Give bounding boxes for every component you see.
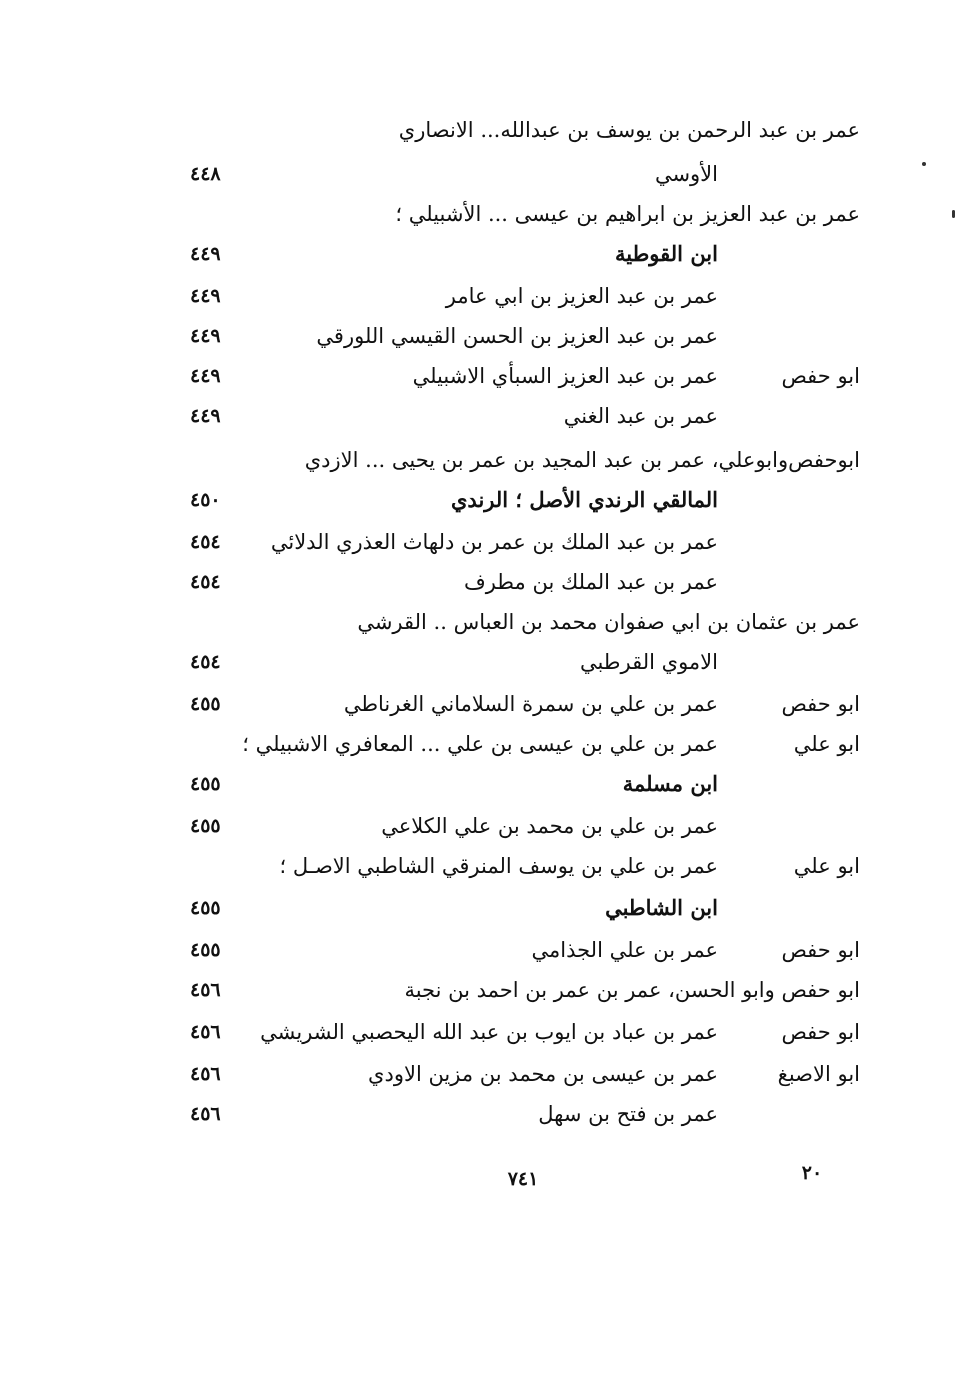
index-entry [0, 724, 958, 764]
entry-name: ابو حفص وابو الحسن، عمر بن عمر بن احمد بن نجبة [404, 978, 860, 1002]
entry-name: ابن مسلمة [622, 771, 718, 796]
entry-name: ابوحفص‌وابوعلي، عمر بن عبد المجيد بن عمر بن يحيى ... الازدي [304, 448, 860, 472]
entry-page: ٤٥٥ [190, 815, 221, 837]
entry-kunya: ابو الاصبغ [777, 1062, 860, 1086]
index-entry [0, 846, 958, 886]
index-entry [0, 522, 958, 562]
entry-page: ٤٤٩ [190, 285, 221, 307]
entry-name: الأوسي [654, 162, 718, 186]
entry-name: عمر بن عباد بن ايوب بن عبد الله اليحصبي الشريشي [260, 1020, 718, 1044]
index-entry [0, 806, 958, 846]
entry-page: ٤٥٦ [190, 979, 221, 1001]
entry-name: عمر بن عبد الرحمن بن يوسف بن عبدالله... الانصاري [398, 118, 860, 142]
entry-page: ٤٥٦ [190, 1103, 221, 1125]
entry-name: الاموي القرطبي [579, 650, 718, 674]
index-entry [0, 194, 958, 234]
entry-page: ٤٤٩ [190, 365, 221, 387]
entry-page: ٤٤٨ [190, 163, 221, 185]
entry-page: ٤٥٥ [190, 693, 221, 715]
entry-name: عمر بن فتح بن سهل [538, 1102, 718, 1126]
index-entry [0, 276, 958, 316]
entry-name: عمر بن عثمان بن ابي صفوان محمد بن العباس .. القرشي [357, 610, 860, 634]
entry-page: ٤٥٠ [190, 489, 221, 511]
entry-page: ٤٥٥ [190, 773, 221, 795]
entry-name: عمر بن عبد الملك بن مطرف [463, 570, 718, 594]
entry-kunya: ابو علي [793, 854, 860, 878]
entry-name: عمر بن عبد العزيز بن ابي عامر [445, 284, 718, 308]
scan-speck [952, 210, 955, 218]
index-entry [0, 764, 958, 804]
entry-kunya: ابو علي [793, 732, 860, 756]
index-entry [0, 396, 958, 436]
entry-name: عمر بن علي الجذامي [531, 938, 718, 962]
index-entry [0, 1012, 958, 1052]
entry-page: ٤٥٤ [190, 571, 221, 593]
index-entry [0, 1094, 958, 1134]
entry-kunya: ابو حفص [781, 938, 860, 962]
index-entry [0, 356, 958, 396]
index-entry [0, 316, 958, 356]
index-entry [0, 562, 958, 602]
entry-name: عمر بن علي بن يوسف المنرقي الشاطبي الاصـل ؛ [279, 854, 718, 878]
entry-page: ٤٤٩ [190, 243, 221, 265]
index-entry [0, 110, 958, 150]
entry-page: ٤٤٩ [190, 325, 221, 347]
entry-page: ٤٥٥ [190, 939, 221, 961]
entry-kunya: ابو حفص [781, 692, 860, 716]
entry-page: ٤٥٤ [190, 651, 221, 673]
entry-kunya: ابو حفص [781, 364, 860, 388]
entry-page: ٤٥٤ [190, 531, 221, 553]
entry-name: عمر بن عيسى بن محمد بن مزين الاودي [368, 1062, 718, 1086]
index-entry [0, 684, 958, 724]
entry-name: عمر بن عبد الغني [563, 404, 718, 428]
entry-name: عمر بن عبد العزيز بن الحسن القيسي اللورقي [316, 324, 718, 348]
index-entry [0, 642, 958, 682]
index-entry [0, 234, 958, 274]
index-entry [0, 1054, 958, 1094]
index-entry [0, 480, 958, 520]
entry-name: عمر بن عبد العزيز السبأي الاشبيلي [412, 364, 718, 388]
signature-mark: ٢٠ [801, 1162, 823, 1184]
entry-name: ابن القوطية [615, 241, 718, 266]
entry-kunya: ابو حفص [781, 1020, 860, 1044]
page-number: ٧٤١ [507, 1168, 539, 1190]
index-entry [0, 930, 958, 970]
entry-name: ابن الشاطبي [605, 895, 718, 920]
entry-name: المالقي الرندي الأصل ؛ الرندي [450, 487, 718, 512]
entry-name: عمر بن علي بن عيسى بن علي ... المعافري الاشبيلي ؛ [242, 732, 718, 756]
entry-name: عمر بن علي بن سمرة السلاماني الغرناطي [343, 692, 718, 716]
entry-page: ٤٥٦ [190, 1063, 221, 1085]
index-entry [0, 888, 958, 928]
index-entry [0, 970, 958, 1010]
entry-page: ٤٥٦ [190, 1021, 221, 1043]
entry-name: عمر بن عبد الملك بن عمر بن دلهاث العذري الدلائي [270, 530, 718, 554]
index-entry [0, 440, 958, 480]
index-entry [0, 602, 958, 642]
entry-page: ٤٥٥ [190, 897, 221, 919]
entry-name: عمر بن علي بن محمد بن علي الكلاعي [381, 814, 718, 838]
scan-speck [922, 162, 926, 166]
entry-page: ٤٤٩ [190, 405, 221, 427]
entry-name: عمر بن عبد العزيز بن ابراهيم بن عيسى ... الأشبيلي ؛ [395, 202, 860, 226]
index-entry [0, 154, 958, 194]
